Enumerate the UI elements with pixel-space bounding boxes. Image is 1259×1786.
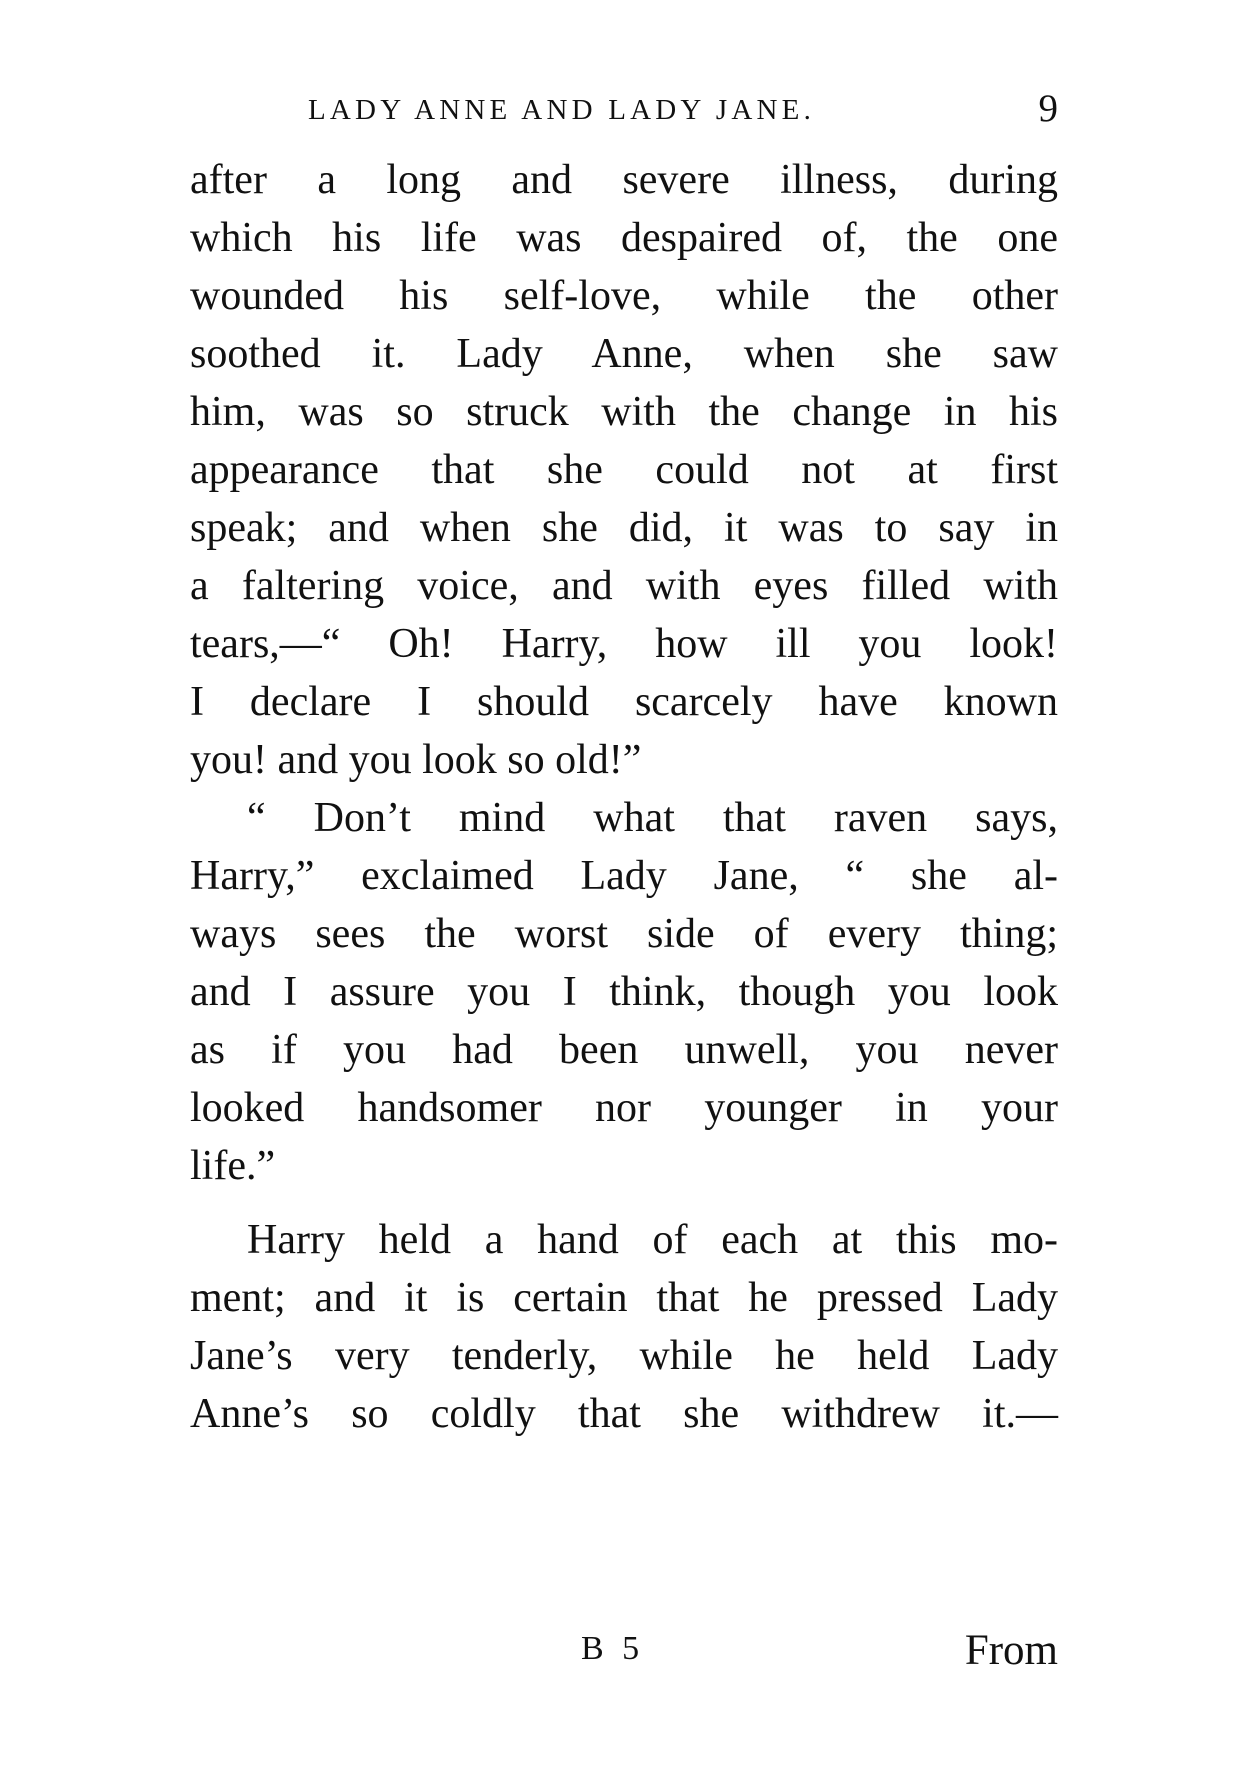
text-line: soothed it. Lady Anne, when she saw	[190, 331, 1058, 377]
text-line: him, was so struck with the change in his	[190, 389, 1058, 435]
text-line: a faltering voice, and with eyes filled with	[190, 563, 1058, 609]
page-footer	[190, 1627, 1058, 1685]
text-line: after a long and severe illness, during	[190, 157, 1058, 203]
text-line: Anne’s so coldly that she withdrew it.—	[190, 1391, 1058, 1437]
text-line: Jane’s very tenderly, while he held Lady	[190, 1333, 1058, 1379]
text-line: ment; and it is certain that he pressed Lady	[190, 1275, 1058, 1321]
text-line: and I assure you I think, though you look	[190, 969, 1058, 1015]
page-header	[190, 88, 1058, 138]
text-line: looked handsomer nor younger in your	[190, 1085, 1058, 1131]
text-line: wounded his self-love, while the other	[190, 273, 1058, 319]
text-line: I declare I should scarcely have known	[190, 679, 1058, 725]
running-title: LADY ANNE AND LADY JANE.	[308, 94, 816, 126]
catchword: From	[964, 1627, 1058, 1674]
signature-mark: B 5	[581, 1630, 645, 1667]
text-line: Harry,” exclaimed Lady Jane, “ she al-	[190, 853, 1058, 899]
page-number: 9	[1038, 87, 1058, 130]
text-line: appearance that she could not at first	[190, 447, 1058, 493]
text-line: “ Don’t mind what that raven says,	[247, 795, 1058, 841]
text-line: life.”	[190, 1143, 276, 1189]
text-line: tears,—“ Oh! Harry, how ill you look!	[190, 621, 1058, 667]
text-line: as if you had been unwell, you never	[190, 1027, 1058, 1073]
text-line: you! and you look so old!”	[190, 737, 642, 783]
text-line: which his life was despaired of, the one	[190, 215, 1058, 261]
text-line: speak; and when she did, it was to say in	[190, 505, 1058, 551]
text-line: Harry held a hand of each at this mo-	[247, 1217, 1058, 1263]
text-line: ways sees the worst side of every thing;	[190, 911, 1058, 957]
